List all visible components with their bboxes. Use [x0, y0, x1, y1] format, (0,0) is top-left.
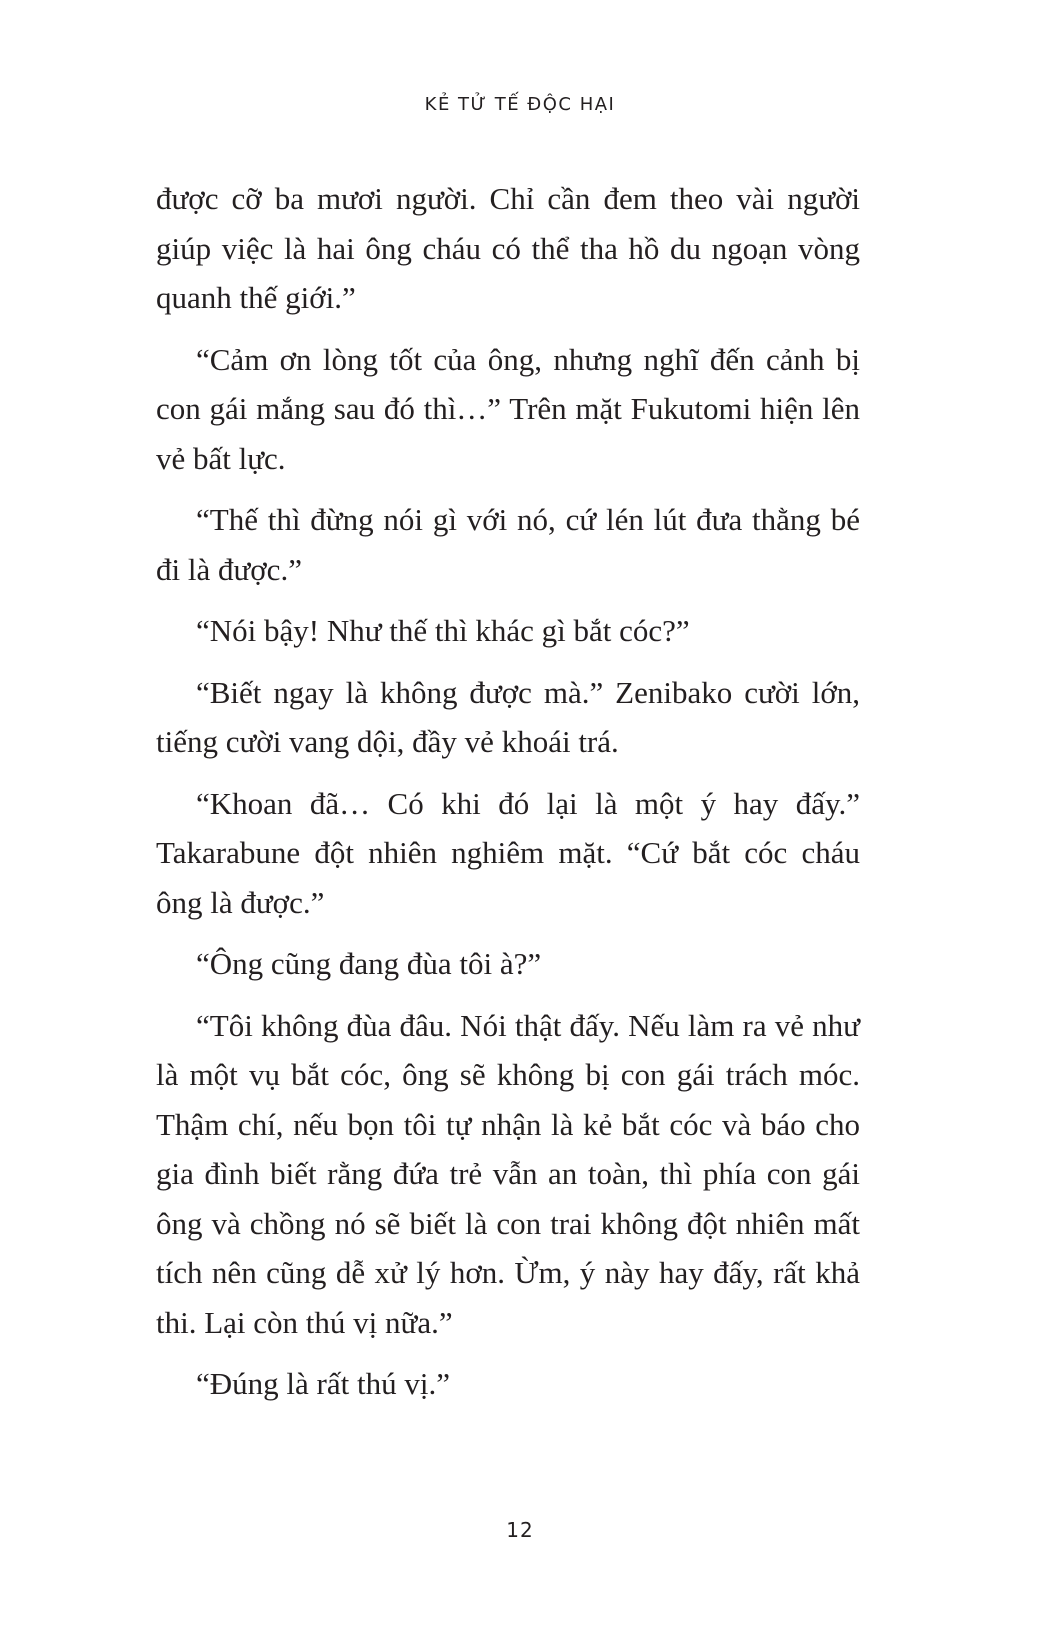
paragraph-9: “Đúng là rất thú vị.”	[196, 1366, 450, 1401]
running-head-title: KẺ TỬ TẾ ĐỘC HẠI	[424, 94, 616, 115]
paragraph-3: “Thế thì đừng nói gì với nó, cứ lén lút đưa thằng bé đi là được.”	[156, 502, 860, 587]
paragraph-4: “Nói bậy! Như thế thì khác gì bắt cóc?”	[196, 613, 690, 648]
paragraph-5: “Biết ngay là không được mà.” Zenibako cười lớn, tiếng cười vang dội, đầy vẻ khoái trá.	[156, 674, 860, 759]
paragraph-8: “Tôi không đùa đâu. Nói thật đấy. Nếu làm ra vẻ như là một vụ bắt cóc, ông sẽ không bị con gái trách móc. Thậm chí, nếu bọn tôi tự nhận là kẻ bắt cóc và báo cho gia đình biết rằng đứa trẻ vẫn an toàn, thì phía con gái ông và chồng nó sẽ biết là con trai không đột nhiên mất tích nên cũng dễ xử lý hơn. Ừm, ý này hay đấy, rất khả thi. Lại còn thú vị nữa.”	[156, 1007, 860, 1340]
paragraph-7: “Ông cũng đang đùa tôi à?”	[196, 946, 542, 981]
paragraph-6: “Khoan đã… Có khi đó lại là một ý hay đấy.” Takarabune đột nhiên nghiêm mặt. “Cứ bắt cóc cháu ông là được.”	[156, 785, 860, 920]
page-number: 12	[506, 1518, 534, 1542]
body-text	[156, 174, 860, 1409]
paragraph-2: “Cảm ơn lòng tốt của ông, nhưng nghĩ đến cảnh bị con gái mắng sau đó thì…” Trên mặt Fukutomi hiện lên vẻ bất lực.	[156, 341, 860, 476]
paragraph-1: được cỡ ba mươi người. Chỉ cần đem theo vài người giúp việc là hai ông cháu có thể tha hồ du ngoạn vòng quanh thế giới.”	[156, 181, 860, 315]
